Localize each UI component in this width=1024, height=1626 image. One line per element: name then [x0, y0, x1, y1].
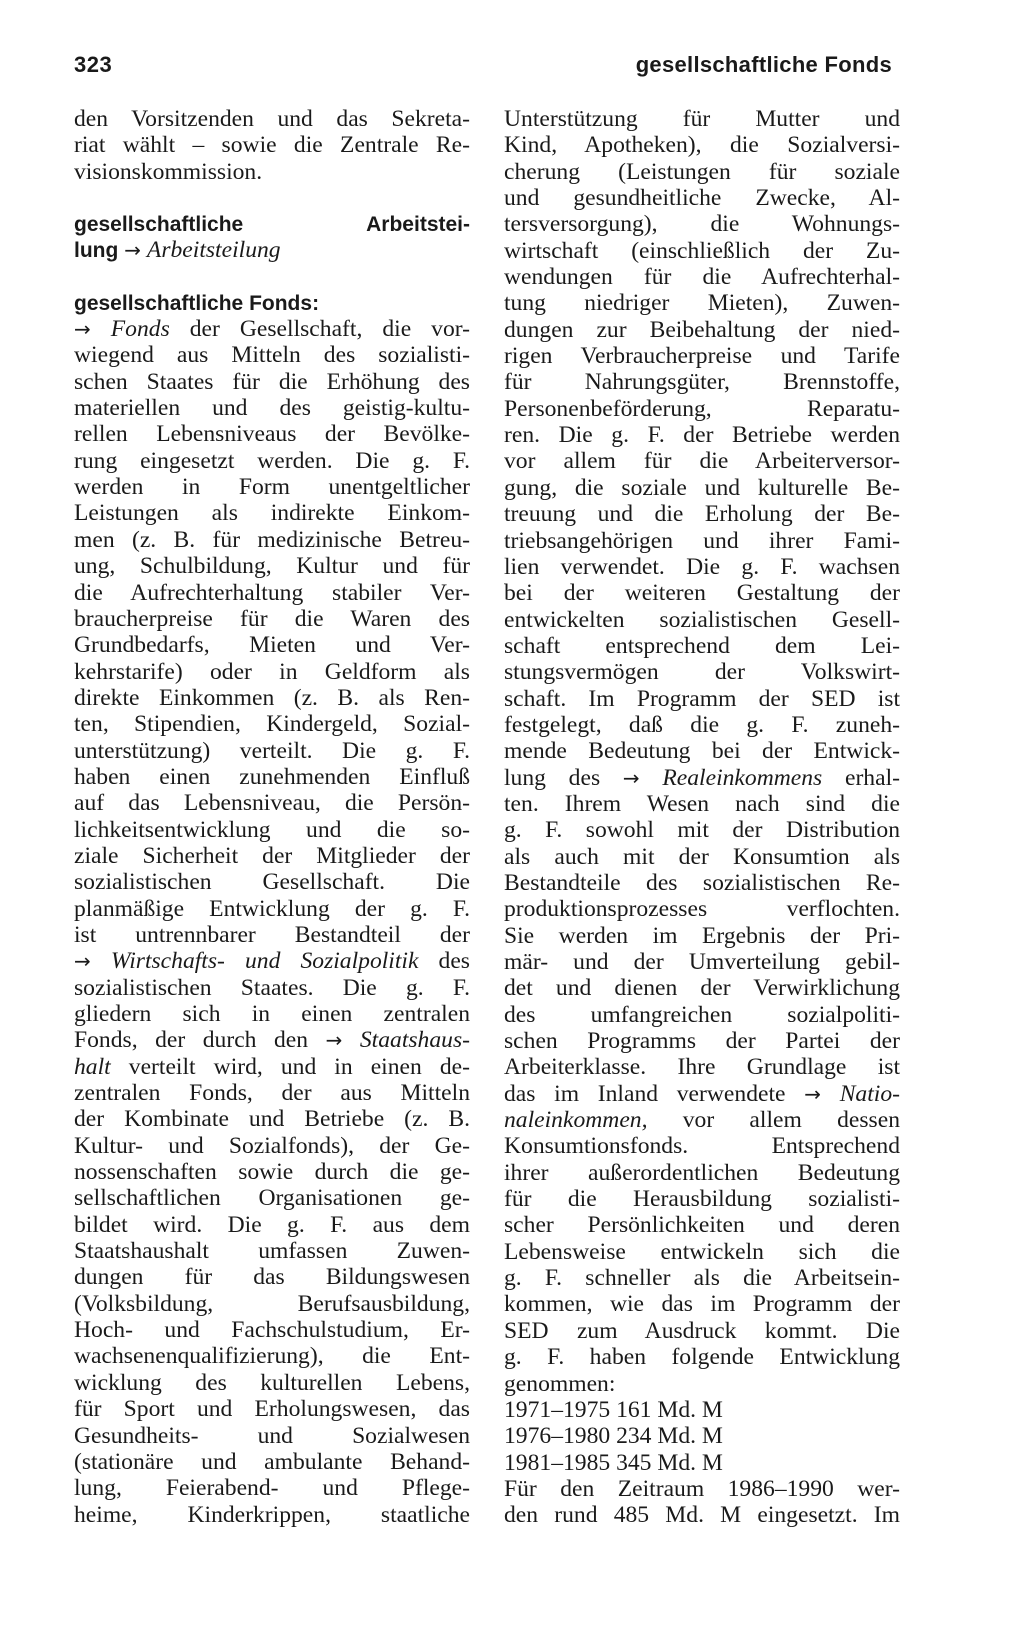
text-line: für Sport und Erholungswesen, das	[74, 1396, 470, 1423]
text-line	[74, 948, 470, 974]
text-line: den Vorsitzenden und das Sekreta-	[74, 106, 470, 132]
text-line: Kultur- und Sozialfonds), der Ge-	[74, 1132, 470, 1159]
text-line: dungen zur Beibehaltung der nied-	[504, 316, 900, 343]
text-line: schaft entsprechend dem Lei-	[504, 632, 900, 659]
text-line: Kind, Apotheken), die Sozialversi-	[504, 132, 900, 159]
text-line: ist untrennbarer Bestandteil der	[74, 921, 470, 948]
cross-reference-link[interactable]: naleinkommen,	[504, 1107, 648, 1134]
text-line: (stationäre und ambulante Behand-	[74, 1448, 470, 1475]
left-column	[74, 106, 470, 1528]
text-line: mär- und der Umverteilung gebil-	[504, 949, 900, 975]
text-line: Leistungen als indirekte Einkom-	[74, 500, 470, 527]
text-fragment: Fonds, der durch den	[74, 1027, 326, 1054]
text-line: lien verwendet. Die g. F. wachsen	[504, 553, 900, 580]
cross-reference-link[interactable]: Staatshaus-	[359, 1027, 470, 1054]
cross-reference-arrow-icon: →	[325, 1028, 343, 1053]
text-fragment: vor allem dessen	[647, 1107, 900, 1134]
text-line: für die Herausbildung sozialisti-	[504, 1186, 900, 1213]
headword-line	[74, 211, 470, 237]
text-line: riat wählt – sowie die Zentrale Re-	[74, 132, 470, 159]
text-line: ung, Schulbildung, Kultur und für	[74, 553, 470, 580]
text-line	[74, 1027, 470, 1053]
text-line: gung, die soziale und kulturelle Be-	[504, 474, 900, 501]
text-line: planmäßige Entwicklung der g. F.	[74, 895, 470, 922]
text-line	[74, 1054, 470, 1080]
text-line: Konsumtionsfonds. Entsprechend	[504, 1133, 900, 1160]
text-line: des umfangreichen sozialpoliti-	[504, 1001, 900, 1028]
text-fragment: erhal-	[822, 764, 900, 791]
text-line: wendungen für die Aufrechterhal-	[504, 264, 900, 291]
text-line: braucherpreise für die Waren des	[74, 605, 470, 632]
text-line: schen Staates für die Erhöhung des	[74, 368, 470, 395]
cross-reference-arrow-icon: →	[124, 238, 141, 263]
cross-reference-arrow-icon: →	[804, 1081, 821, 1106]
text-line: gliedern sich in einen zentralen	[74, 1001, 470, 1027]
text-line: sozialistischen Staates. Die g. F.	[74, 974, 470, 1001]
cross-reference-link[interactable]: Fonds	[110, 316, 170, 343]
text-line: wirtschaft (einschließlich der Zu-	[504, 237, 900, 264]
text-line: lung, Feierabend- und Pflege-	[74, 1475, 470, 1502]
text-line: Sie werden im Ergebnis der Pri-	[504, 922, 900, 949]
text-line: Hoch- und Fachschulstudium, Er-	[74, 1317, 470, 1344]
text-line: rellen Lebensniveaus der Bevölke-	[74, 421, 470, 448]
text-line: ren. Die g. F. der Betriebe werden	[504, 422, 900, 449]
text-line: sozialistischen Gesellschaft. Die	[74, 869, 470, 896]
stat-line: 1971–1975 161 Md. M	[504, 1396, 723, 1423]
cross-reference-link[interactable]: Natio-	[839, 1080, 900, 1107]
text-line: sellschaftlichen Organisationen ge-	[74, 1185, 470, 1212]
headword-line	[74, 237, 470, 263]
text-line: vor allem für die Arbeiterversor-	[504, 448, 900, 475]
text-line: wiegend aus Mitteln des sozialisti-	[74, 342, 470, 369]
text-line: entwickelten sozialistischen Gesell-	[504, 606, 900, 633]
text-line: stungsvermögen der Volkswirt-	[504, 659, 900, 686]
cross-reference-link[interactable]: halt	[74, 1053, 111, 1080]
text-line: (Volksbildung, Berufsausbildung,	[74, 1290, 470, 1317]
text-line: Lebensweise entwickeln sich die	[504, 1238, 900, 1265]
text-line: zentralen Fonds, der aus Mitteln	[74, 1080, 470, 1107]
text-line: cherung (Leistungen für soziale	[504, 158, 900, 185]
text-line	[74, 316, 470, 342]
text-line: materiellen und des geistig-kultu-	[74, 395, 470, 422]
headword: gesellschaftliche Fonds:	[74, 291, 320, 315]
text-line: haben einen zunehmenden Einfluß	[74, 763, 470, 790]
text-fragment: des	[418, 948, 470, 975]
text-line: genommen:	[504, 1370, 616, 1397]
text-line	[504, 1107, 900, 1133]
text-line: men (z. B. für medizinische Betreu-	[74, 526, 470, 553]
cross-reference-arrow-icon: →	[74, 317, 91, 342]
text-line: g. F. sowohl mit der Distribution	[504, 817, 900, 844]
text-line: Grundbedarfs, Mieten und Ver-	[74, 632, 470, 659]
text-line: direkte Einkommen (z. B. als Ren-	[74, 684, 470, 711]
text-line: Für den Zeitraum 1986–1990 wer-	[504, 1475, 900, 1502]
stat-line: 1981–1985 345 Md. M	[504, 1449, 723, 1476]
text-line: SED zum Ausdruck kommt. Die	[504, 1317, 900, 1344]
text-line: kommen, wie das im Programm der	[504, 1291, 900, 1318]
text-line: tersversorgung), die Wohnungs-	[504, 211, 900, 238]
text-line: scher Persönlichkeiten und deren	[504, 1212, 900, 1239]
text-line: heime, Kinderkrippen, staatliche	[74, 1501, 470, 1528]
headword: Arbeitstei-	[366, 213, 470, 237]
cross-reference-arrow-icon: →	[74, 949, 91, 974]
text-line: für Nahrungsgüter, Brennstoffe,	[504, 369, 900, 396]
text-line: triebsangehörigen und ihrer Fami-	[504, 527, 900, 554]
text-line: auf das Lebensniveau, die Persön-	[74, 790, 470, 817]
text-line: und gesundheitliche Zwecke, Al-	[504, 185, 900, 212]
cross-reference-link[interactable]: Wirtschafts- und Sozialpolitik	[110, 948, 419, 975]
text-line: wicklung des kulturellen Lebens,	[74, 1369, 470, 1396]
text-line: produktionsprozesses verflochten.	[504, 896, 900, 923]
text-line: schen Programms der Partei der	[504, 1028, 900, 1055]
text-line: ziale Sicherheit der Mitglieder der	[74, 842, 470, 869]
headword: lung	[74, 239, 119, 263]
text-line: g. F. schneller als die Arbeitsein-	[504, 1265, 900, 1292]
text-line: Arbeiterklasse. Ihre Grundlage ist	[504, 1054, 900, 1081]
text-line: unterstützung) verteilt. Die g. F.	[74, 737, 470, 764]
cross-reference-arrow-icon: →	[622, 765, 640, 790]
text-line: die Aufrechterhaltung stabiler Ver-	[74, 579, 470, 606]
text-line: Bestandteile des sozialistischen Re-	[504, 869, 900, 896]
text-line: ten, Stipendien, Kindergeld, Sozial-	[74, 711, 470, 738]
headword: gesellschaftliche	[74, 213, 244, 237]
text-fragment: der Gesellschaft, die vor-	[169, 316, 470, 343]
text-line: ihrer außerordentlichen Bedeutung	[504, 1159, 900, 1186]
text-line: Personenbeförderung, Reparatu-	[504, 395, 900, 422]
text-line	[504, 1081, 900, 1107]
text-line	[504, 765, 900, 791]
text-fragment: das im Inland verwendete	[504, 1080, 805, 1107]
running-head: gesellschaftliche Fonds	[635, 52, 892, 77]
text-line: bildet wird. Die g. F. aus dem	[74, 1211, 470, 1238]
entry-gap	[74, 185, 470, 211]
text-line: bei der weiteren Gestaltung der	[504, 580, 900, 607]
text-line: det und dienen der Verwirklichung	[504, 975, 900, 1002]
text-line: nossenschaften sowie durch die ge-	[74, 1159, 470, 1186]
headword-line	[74, 290, 470, 316]
text-line: ten. Ihrem Wesen nach sind die	[504, 790, 900, 817]
text-line: treuung und die Erholung der Be-	[504, 501, 900, 528]
cross-reference-link[interactable]: Realeinkommens	[662, 764, 823, 791]
cross-reference-link[interactable]: Arbeitsteilung	[146, 237, 281, 264]
text-line: tung niedriger Mieten), Zuwen-	[504, 290, 900, 317]
text-line: werden in Form unentgeltlicher	[74, 474, 470, 501]
text-line: mende Bedeutung bei der Entwick-	[504, 738, 900, 765]
text-fragment: verteilt wird, und in einen de-	[110, 1053, 470, 1080]
page-number: 323	[74, 52, 113, 77]
text-line: rigen Verbraucherpreise und Tarife	[504, 343, 900, 370]
text-line: als auch mit der Konsumtion als	[504, 843, 900, 870]
text-line: festgelegt, daß die g. F. zuneh-	[504, 711, 900, 738]
text-line: dungen für das Bildungswesen	[74, 1264, 470, 1291]
text-line: wachsenenqualifizierung), die Ent-	[74, 1343, 470, 1370]
text-line: schaft. Im Programm der SED ist	[504, 685, 900, 712]
text-line: der Kombinate und Betriebe (z. B.	[74, 1106, 470, 1133]
text-line: Staatshaushalt umfassen Zuwen-	[74, 1238, 470, 1265]
text-line: visionskommission.	[74, 158, 263, 185]
text-line: g. F. haben folgende Entwicklung	[504, 1344, 900, 1371]
text-line: Gesundheits- und Sozialwesen	[74, 1422, 470, 1449]
text-line: den rund 485 Md. M eingesetzt. Im	[504, 1502, 900, 1529]
text-fragment: lung des	[504, 764, 623, 791]
entry-gap	[74, 264, 470, 290]
text-line: lichkeitsentwicklung und die so-	[74, 816, 470, 843]
right-column	[504, 106, 900, 1529]
text-line: kehrstarife) oder in Geldform als	[74, 658, 470, 685]
text-line: rung eingesetzt werden. Die g. F.	[74, 447, 470, 474]
text-line: Unterstützung für Mutter und	[504, 106, 900, 132]
stat-line: 1976–1980 234 Md. M	[504, 1423, 723, 1450]
